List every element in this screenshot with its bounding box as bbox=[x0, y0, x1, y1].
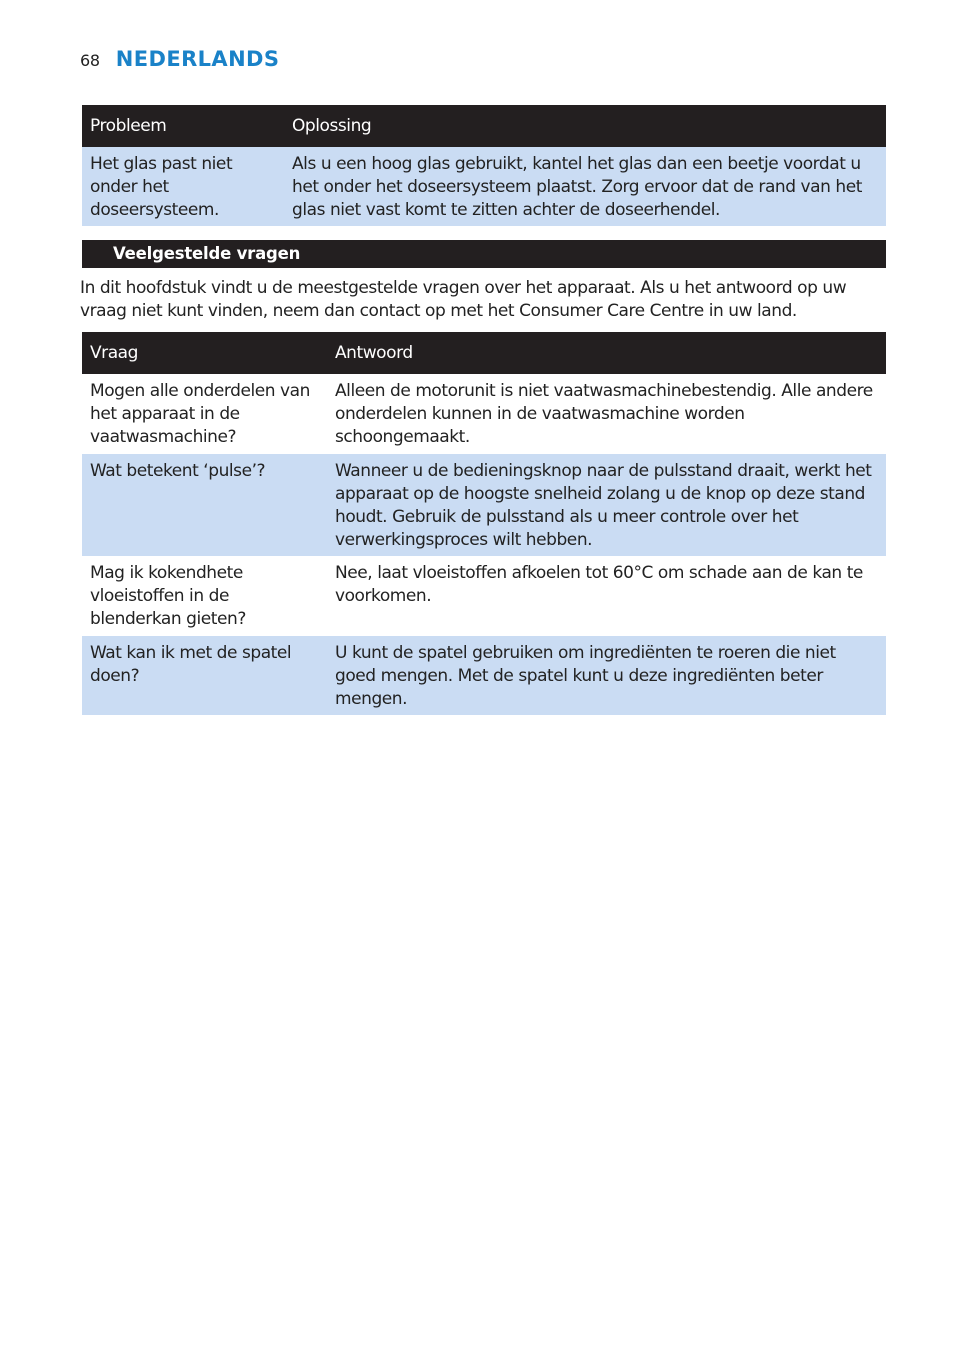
table-header-row bbox=[82, 105, 886, 147]
column-header-answer: Antwoord bbox=[327, 332, 886, 374]
column-header-solution: Oplossing bbox=[284, 105, 886, 147]
question-cell: Mag ik kokendhete vloeistoffen in de blenderkan gieten? bbox=[82, 556, 327, 636]
column-header-problem: Probleem bbox=[82, 105, 284, 147]
table-row bbox=[82, 147, 886, 226]
language-title: NEDERLANDS bbox=[115, 47, 280, 71]
section-heading-faq: Veelgestelde vragen bbox=[82, 240, 886, 268]
answer-cell: Alleen de motorunit is niet vaatwasmachinebestendig. Alle andere onderdelen kunnen in de vaatwasmachine worden schoongemaakt. bbox=[327, 374, 886, 454]
faq-table bbox=[82, 332, 886, 715]
question-cell: Wat kan ik met de spatel doen? bbox=[82, 636, 327, 715]
table-row bbox=[82, 374, 886, 454]
problem-cell: Het glas past niet onder het doseersysteem. bbox=[82, 147, 284, 226]
solution-cell: Als u een hoog glas gebruikt, kantel het glas dan een beetje voordat u het onder het doseersysteem plaatst. Zorg ervoor dat de rand van het glas niet vast komt te zitten achter de doseerhendel. bbox=[284, 147, 886, 226]
table-row bbox=[82, 454, 886, 556]
answer-cell: Wanneer u de bedieningsknop naar de pulsstand draait, werkt het apparaat op de hoogste snelheid zolang u de knop op deze stand houdt. Gebruik de pulsstand als u meer controle over het verwerkingsproces wilt hebben. bbox=[327, 454, 886, 556]
page-number: 68 bbox=[80, 51, 100, 70]
troubleshooting-table bbox=[82, 105, 886, 226]
faq-intro-paragraph: In dit hoofdstuk vindt u de meestgestelde vragen over het apparaat. Als u het antwoord op uw vraag niet kunt vinden, neem dan contact op met het Consumer Care Centre in uw land. bbox=[80, 278, 847, 321]
answer-cell: Nee, laat vloeistoffen afkoelen tot 60°C om schade aan de kan te voorkomen. bbox=[327, 556, 886, 636]
table-row bbox=[82, 636, 886, 715]
table-header-row bbox=[82, 332, 886, 374]
question-cell: Wat betekent ‘pulse’? bbox=[82, 454, 327, 556]
page-header bbox=[80, 47, 279, 75]
column-header-question: Vraag bbox=[82, 332, 327, 374]
table-row bbox=[82, 556, 886, 636]
answer-cell: U kunt de spatel gebruiken om ingrediënten te roeren die niet goed mengen. Met de spatel kunt u deze ingrediënten beter mengen. bbox=[327, 636, 886, 715]
question-cell: Mogen alle onderdelen van het apparaat in de vaatwasmachine? bbox=[82, 374, 327, 454]
